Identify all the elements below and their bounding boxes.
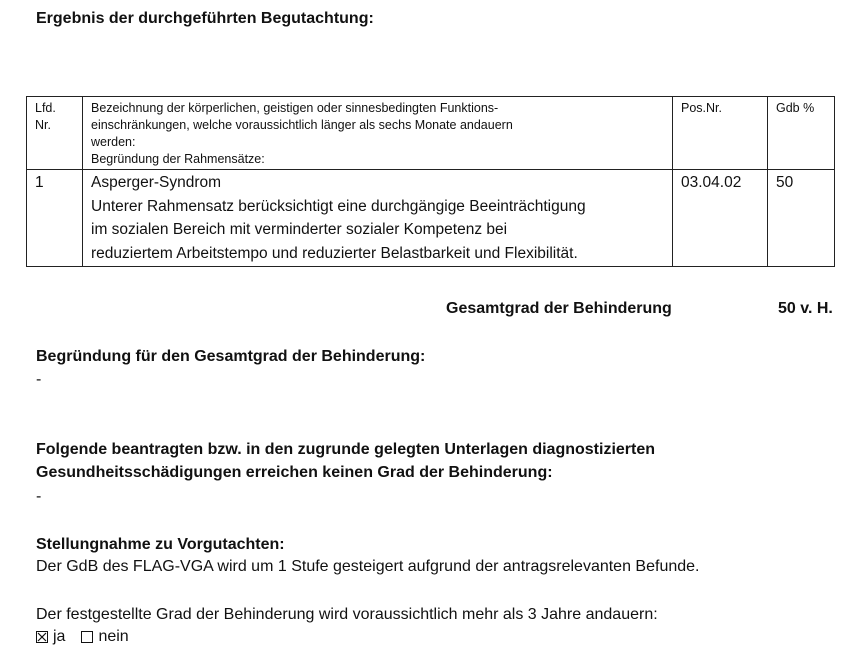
total-reasoning-heading: Begründung für den Gesamtgrad der Behinderung: [36, 348, 426, 365]
prior-reports-heading: Stellungnahme zu Vorgutachten: [36, 536, 285, 553]
option-nein-label: nein [98, 628, 129, 645]
total-degree-value: 50 v. H. [778, 300, 833, 317]
header-gdb: Gdb % [768, 97, 835, 170]
assessment-table [26, 96, 835, 267]
checkbox-nein[interactable] [81, 631, 93, 643]
option-ja-label: ja [53, 628, 66, 645]
cell-diagnosis [83, 170, 673, 267]
checkbox-ja[interactable] [36, 631, 48, 643]
option-nein[interactable] [81, 627, 128, 647]
duration-question: Der festgestellte Grad der Behinderung wird voraussichtlich mehr als 3 Jahre andauern: [36, 606, 658, 623]
total-degree-label: Gesamtgrad der Behinderung [446, 300, 672, 317]
cell-pos-nr: 03.04.02 [673, 170, 768, 267]
option-ja[interactable] [36, 627, 65, 647]
diagnosis-name: Asperger-Syndrom [91, 174, 222, 191]
table-header-row [27, 97, 835, 170]
total-reasoning-text: - [36, 371, 42, 388]
checked-x-icon [37, 632, 47, 642]
header-pos-nr: Pos.Nr. [673, 97, 768, 170]
cell-lfd-nr: 1 [27, 170, 83, 267]
duration-options [36, 627, 145, 647]
no-degree-heading-line-2: Gesundheitsschädigungen erreichen keinen Grad der Behinderung: [36, 464, 553, 481]
cell-gdb: 50 [768, 170, 835, 267]
no-degree-heading-line-1: Folgende beantragten bzw. in den zugrunde gelegten Unterlagen diagnostizierten [36, 441, 656, 458]
diagnosis-justification: Unterer Rahmensatz berücksichtigt eine durchgängige Beeinträchtigung im sozialen Bereich mit verminderter sozialer Kompetenz bei reduziertem Arbeitstempo und reduzierter Belastbarkeit und Flexibilität. [91, 197, 586, 262]
header-lfd-nr: Lfd. Nr. [27, 97, 83, 170]
header-bezeichnung: Bezeichnung der körperlichen, geistigen oder sinnesbedingten Funktions- einschränkungen, welche voraussichtlich länger als sechs Monate andauern werden: Begründung der Rahmensätze: [83, 97, 673, 170]
section-heading-result: Ergebnis der durchgeführten Begutachtung: [36, 10, 374, 27]
table-row [27, 170, 835, 267]
no-degree-text: - [36, 488, 42, 505]
prior-reports-text: Der GdB des FLAG-VGA wird um 1 Stufe gesteigert aufgrund der antragsrelevanten Befunde. [36, 558, 700, 575]
